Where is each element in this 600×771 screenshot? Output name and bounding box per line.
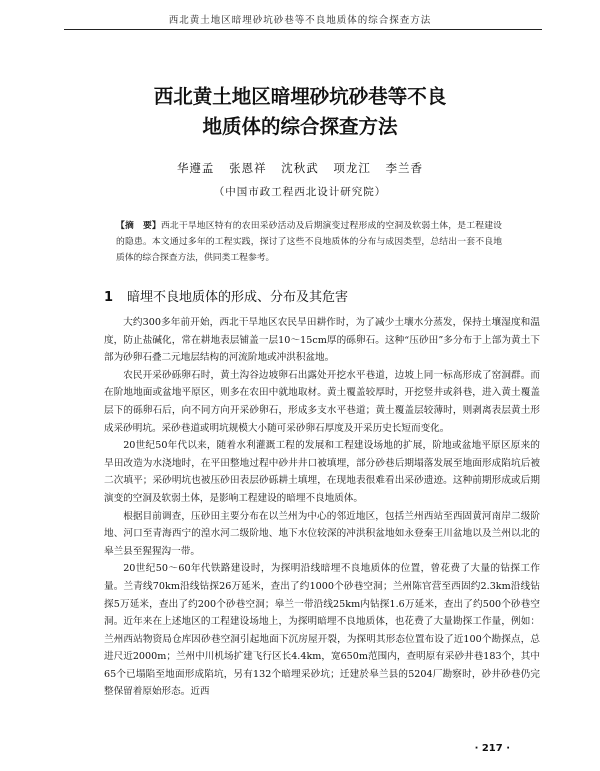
paragraph: 20世纪50～60年代铁路建设时，为探明沿线暗埋不良地质体的位置，曾花费了大量的钻探工作量。兰青线70km沿线钻探26万延米，查出了约1000个砂巷空洞；兰州陈官营至西固约2.3km沿线钻探5万延米，查出了约200个砂巷空洞；皋兰一带沿线25km内钻探1.6万延米，查出了约500个砂巷空洞。近年来在上述地区的工程建设场地上，为探明暗埋不良地质体，也花费了大量勘探工作量，例如：兰州西站物资局仓库因砂巷空洞引起地面下沉房屋开裂，为探明其形态位置布设了近100个勘探点，总进尺近2000m；兰州中川机场扩建飞行区长4.4km，宽650m范围内，查明原有采砂井巷183个，其中65个已塌陷至地面形成陷坑，另有132个暗埋采砂坑；迁建於皋兰县的5204厂勘察时，砂井砂巷仍完整保留着原始形态。近西 (104, 563, 540, 698)
paragraph: 20世纪50年代以来，随着水利灌溉工程的发展和工程建设场地的扩展，阶地或盆地平原区原来的旱田改造为水浇地时，在平田整地过程中砂井井口被填埋，部分砂巷后期塌落发展至地面形成陷坑后被二次填平；采砂明坑也被压砂田表层砂砾耕土填埋，在现地表很难看出采砂遗迹。这种前期形成或后期演变的空洞及软弱土体，是影响工程建设的暗埋不良地质体。 (104, 440, 540, 504)
running-header: 西北黄土地区暗埋砂坑砂巷等不良地质体的综合探查方法 (168, 15, 432, 26)
header-rule (64, 29, 542, 30)
authors: 华遵孟 张恩祥 沈秋武 项龙江 李兰香 (176, 161, 424, 175)
abstract (116, 218, 502, 266)
abstract-text: 西北干旱地区特有的农田采砂活动及后期演变过程形成的空洞及软弱土体，是工程建设的隐患。本文通过多年的工程实践，探讨了这些不良地质体的分布与成因类型，总结出一套不良地质体的综合探查方法，供同类工程参考。 (116, 221, 502, 263)
title-line-1: 西北黄土地区暗埋砂坑砂巷等不良 (153, 85, 447, 108)
paragraph: 根据目前调查，压砂田主要分布在以兰州为中心的邻近地区，包括兰州西站至西固黄河南岸二级阶地、河口至青海西宁的湟水河二级阶地、地下水位较深的冲洪积盆地如永登秦王川盆地以及兰州以北的皋兰县至猩猩沟一带。 (104, 510, 540, 557)
body-text (104, 314, 540, 701)
abstract-label: 【摘 要】 (116, 221, 161, 231)
page-number: · 217 · (474, 743, 510, 754)
article-title (0, 82, 600, 142)
paragraph: 大约300多年前开始，西北干旱地区农民旱田耕作时，为了减少土壤水分蒸发，保持土壤湿度和温度，防止盐碱化，常在耕地表层铺盖一层10～15cm厚的砾卵石。这种“压砂田”多分布于上部为黄土下部为砂卵石叠二元地层结构的河流阶地或冲洪积盆地。 (104, 317, 540, 364)
section-title: 暗埋不良地质体的形成、分布及其危害 (127, 290, 349, 305)
section-heading (104, 286, 348, 305)
affiliation: （中国市政工程西北设计研究院） (213, 186, 387, 198)
section-number: 1 (104, 290, 114, 305)
title-line-2: 地质体的综合探查方法 (202, 115, 398, 138)
paragraph: 农民开采砂砾卵石时，黄土沟谷边坡卵石出露处开挖水平巷道，边坡上同一标高形成了窑洞群。而在阶地地面或盆地平原区，则多在农田中就地取材。黄土覆盖较厚时，开挖竖井或斜巷，进入黄土覆盖层下的砾卵石后，向不同方向开采砂卵石，形成多支水平巷道；黄土覆盖层较薄时，则剥离表层黄土形成采砂明坑。采砂巷道或明坑规模大小随可采砂卵石厚度及开采历史长短而变化。 (104, 369, 540, 434)
